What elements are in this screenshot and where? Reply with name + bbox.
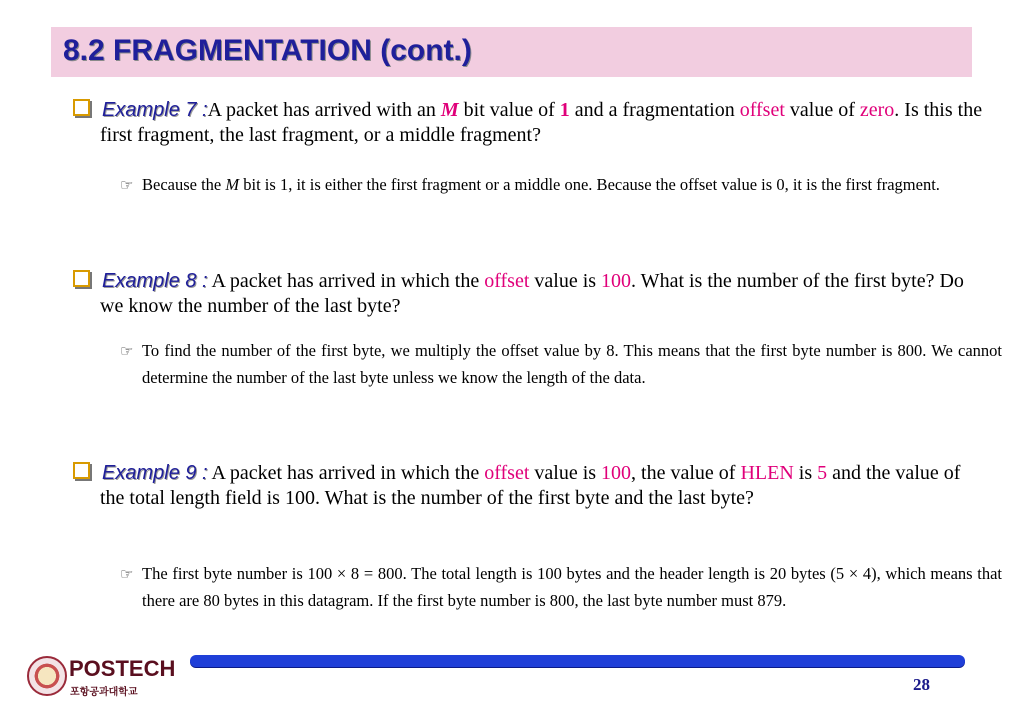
- highlight-text: HLEN: [740, 462, 794, 484]
- highlight-text: 5: [817, 462, 828, 484]
- example-9-question: [73, 461, 983, 511]
- highlight-text: offset: [739, 99, 785, 121]
- question-text: bit value of: [458, 99, 560, 121]
- example-8-answer: [120, 338, 1002, 391]
- highlight-text: 100: [601, 462, 632, 484]
- logo-wordmark: POSTECH: [69, 656, 176, 681]
- question-text: value of: [784, 99, 860, 121]
- example-9-answer: [120, 561, 1002, 614]
- answer-text: bit is 1, it is either the first fragment or a middle one. Because the offset value is 0, it is the first fragment.: [239, 175, 940, 194]
- question-text: , the value of: [631, 462, 741, 484]
- question-text: . Is this the first fragment, the last fragment, or a middle fragment?: [100, 99, 983, 146]
- question-text: . What is the number of the first byte? Do we know the number of the last byte?: [100, 270, 964, 317]
- example-label: Example 9 :: [102, 462, 208, 484]
- postech-logo: [27, 656, 176, 698]
- logo-subtitle: 포항공과대학교: [70, 687, 138, 698]
- example-7-answer: [120, 172, 1002, 199]
- example-7-question: [73, 98, 983, 148]
- question-text: and the value of the total length field is 100. What is the number of the first byte and the last byte?: [100, 462, 961, 509]
- answer-text: The first byte number is 100 × 8 = 800. The total length is 100 bytes and the header length is 20 bytes (5 × 4), which means that there are 80 bytes in this datagram. If the first byte number is 800, the last byte number must 879.: [142, 564, 1002, 610]
- question-text: and a fragmentation: [569, 99, 740, 121]
- pointing-hand-icon: ☞: [120, 567, 134, 583]
- question-text: value is: [529, 270, 602, 292]
- question-text: value is: [529, 462, 602, 484]
- highlight-text: zero: [859, 99, 895, 121]
- highlight-text: M: [440, 99, 459, 121]
- answer-text: M: [225, 175, 240, 194]
- square-bullet-icon: [73, 99, 90, 116]
- answer-text: To find the number of the first byte, we multiply the offset value by 8. This means that the first byte number is 800. We cannot determine the number of the last byte unless we know the length of the data.: [142, 341, 1002, 387]
- question-text: is: [793, 462, 818, 484]
- square-bullet-icon: [73, 462, 90, 479]
- square-bullet-icon: [73, 270, 90, 287]
- highlight-text: 1: [559, 99, 570, 121]
- example-label: Example 8 :: [102, 270, 208, 292]
- question-text: A packet has arrived with an: [207, 99, 441, 121]
- page-title: 8.2 FRAGMENTATION (cont.): [63, 34, 472, 67]
- question-text: A packet has arrived in which the: [207, 270, 485, 292]
- example-8-question: [73, 269, 983, 319]
- example-label: Example 7 :: [102, 99, 208, 121]
- title-bar: [51, 27, 972, 77]
- page-number: 28: [913, 675, 930, 694]
- question-text: A packet has arrived in which the: [207, 462, 485, 484]
- university-seal-icon: [27, 656, 67, 696]
- highlight-text: offset: [484, 462, 530, 484]
- highlight-text: 100: [601, 270, 632, 292]
- answer-text: Because the: [142, 175, 226, 194]
- highlight-text: offset: [484, 270, 530, 292]
- pointing-hand-icon: ☞: [120, 178, 134, 194]
- footer-bar: [190, 655, 965, 667]
- pointing-hand-icon: ☞: [120, 344, 134, 360]
